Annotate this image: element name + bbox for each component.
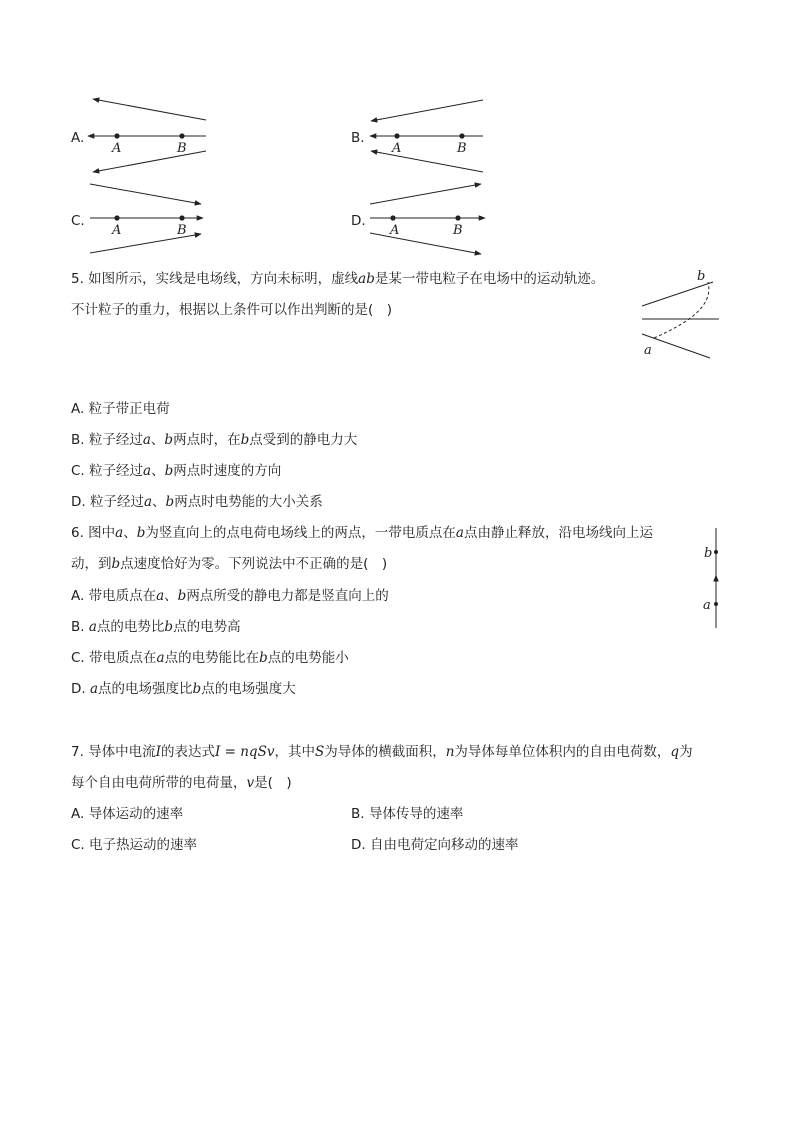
q6-stem-line-2: 动，到b点速度恰好为零。下列说法中不正确的是( ) xyxy=(71,556,388,572)
fig-c-label-b: B xyxy=(177,223,187,238)
fig-a-point-a xyxy=(114,133,119,138)
q5-option-a[interactable]: A. 粒子带正电荷 xyxy=(71,401,170,417)
fig-d-point-a xyxy=(390,215,395,220)
fig-b-point-b xyxy=(459,133,464,138)
q6-fig-label-a: a xyxy=(703,598,711,613)
q4-field-line-diagrams xyxy=(0,0,794,270)
q6-point-b xyxy=(714,550,718,554)
q7-option-b[interactable]: B. 导体传导的速率 xyxy=(351,806,464,822)
q4-option-c-label[interactable]: C. xyxy=(71,213,85,229)
q6-option-a[interactable]: A. 带电质点在a、b两点所受的静电力都是竖直向上的 xyxy=(71,588,389,604)
q5-fig-label-b: b xyxy=(697,269,706,284)
q6-stem-line-1: 6. 图中a、b为竖直向上的点电荷电场线上的两点，一带电质点在a点由静止释放，沿电场线向上运 xyxy=(71,525,653,541)
fig-b-label-a: A xyxy=(392,141,402,156)
q7-option-c[interactable]: C. 电子热运动的速率 xyxy=(71,837,198,853)
fig-a-point-b xyxy=(179,133,184,138)
fig-c-label-a: A xyxy=(112,223,122,238)
fig-c-field-line-top xyxy=(90,184,201,204)
q7-option-a[interactable]: A. 导体运动的速率 xyxy=(71,806,184,822)
fig-d-point-b xyxy=(455,215,460,220)
q7-option-d[interactable]: D. 自由电荷定向移动的速率 xyxy=(351,837,519,853)
fig-c-point-a xyxy=(114,215,119,220)
fig-a-label-b: B xyxy=(177,141,187,156)
q6-option-c[interactable]: C. 带电质点在a点的电势能比在b点的电势能小 xyxy=(71,650,349,666)
q5-stem-line-2: 不计粒子的重力，根据以上条件可以作出判断的是( ) xyxy=(71,302,393,318)
q6-option-d[interactable]: D. a点的电场强度比b点的电场强度大 xyxy=(71,681,296,697)
fig-a-field-line-top xyxy=(93,99,206,120)
q4-option-d-label[interactable]: D. xyxy=(351,213,366,229)
fig-a-label-a: A xyxy=(112,141,122,156)
fig-d-field-line-top xyxy=(370,184,481,204)
q4-option-b-label[interactable]: B. xyxy=(351,130,365,146)
q6-point-a xyxy=(714,602,718,606)
fig-b-label-b: B xyxy=(457,141,467,156)
fig-d-label-b: B xyxy=(453,223,463,238)
q5-option-d[interactable]: D. 粒子经过a、b两点时电势能的大小关系 xyxy=(71,494,323,510)
q7-stem-line-1: 7. 导体中电流I的表达式I = nqSv，其中S为导体的横截面积，n为导体每单位体积内的自由电荷数，q为 xyxy=(71,744,693,760)
fig-c-point-b xyxy=(179,215,184,220)
fig-d-label-a: A xyxy=(390,223,400,238)
q5-trajectory-dashed xyxy=(654,282,709,338)
fig-a-field-line-bottom xyxy=(93,151,206,172)
q6-fig-label-b: b xyxy=(704,546,713,561)
q5-field-line-bottom xyxy=(642,334,710,358)
q7-formula: I = nqSv xyxy=(215,744,275,760)
q4-option-a-label[interactable]: A. xyxy=(71,130,85,146)
fig-b-point-a xyxy=(394,133,399,138)
q5-fig-label-a: a xyxy=(644,343,652,358)
fig-b-field-line-top xyxy=(371,100,483,121)
fig-d-field-line-bottom xyxy=(370,233,481,254)
q5-option-c[interactable]: C. 粒子经过a、b两点时速度的方向 xyxy=(71,463,282,479)
q7-stem-line-2: 每个自由电荷所带的电荷量，v是( ) xyxy=(71,775,292,791)
q5-option-b[interactable]: B. 粒子经过a、b两点时，在b点受到的静电力大 xyxy=(71,432,358,448)
q5-stem-line-1: 5. 如图所示，实线是电场线，方向未标明，虚线ab是某一带电粒子在电场中的运动轨迹。 xyxy=(71,271,605,287)
q6-option-b[interactable]: B. a点的电势比b点的电势高 xyxy=(71,619,241,635)
q5-field-line-top xyxy=(642,282,713,306)
